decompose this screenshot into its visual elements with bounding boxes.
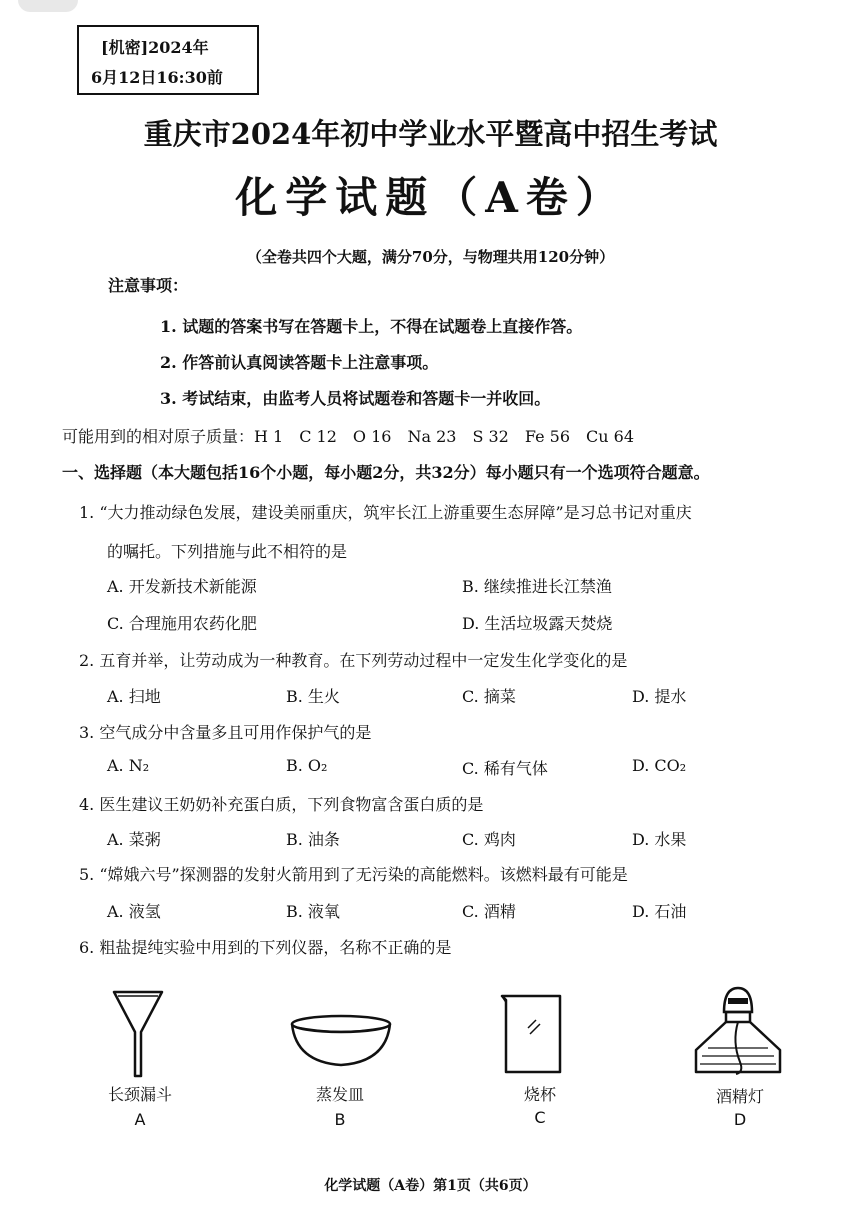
confidential-box — [77, 25, 259, 95]
paper-title: 化学试题（A卷） — [235, 173, 626, 222]
alcohol-lamp-icon — [688, 982, 788, 1082]
question-4-option-a: A. 菜粥 — [107, 830, 161, 849]
paper-subtitle: （全卷共四个大题，满分70分，与物理共用120分钟） — [246, 248, 615, 266]
question-1-option-c: C. 合理施用农药化肥 — [107, 614, 257, 633]
confidential-line-2: 6月12日16:30前 — [91, 68, 223, 87]
notice-heading: 注意事项： — [108, 276, 189, 295]
evaporating-dish-icon — [286, 1012, 396, 1070]
notice-item: 2. 作答前认真阅读答题卡上注意事项。 — [160, 353, 439, 372]
question-3-option-c: C. 稀有气体 — [462, 759, 548, 778]
exam-title: 重庆市2024年初中学业水平暨高中招生考试 — [143, 117, 718, 151]
apparatus-letter-c: C — [534, 1108, 546, 1127]
question-1-option-b: B. 继续推进长江禁渔 — [462, 577, 612, 596]
apparatus-label-d: 酒精灯 — [715, 1087, 764, 1106]
apparatus-label-c: 烧杯 — [523, 1085, 556, 1104]
question-4-option-c: C. 鸡肉 — [462, 830, 516, 849]
apparatus-label-b: 蒸发皿 — [315, 1085, 364, 1104]
question-5-option-b: B. 液氧 — [286, 902, 340, 921]
question-5-option-c: C. 酒精 — [462, 902, 516, 921]
question-4-stem: 4. 医生建议王奶奶补充蛋白质，下列食物富含蛋白质的是 — [79, 795, 484, 814]
page-footer: 化学试题（A卷）第1页（共6页） — [324, 1178, 537, 1194]
relative-atomic-masses: 可能用到的相对原子质量：H 1 C 12 O 16 Na 23 S 32 Fe 56 Cu 64 — [62, 427, 634, 446]
beaker-icon — [498, 992, 568, 1076]
question-2-option-c: C. 摘菜 — [462, 687, 516, 706]
confidential-line-1: [机密]2024年 — [101, 38, 209, 57]
question-1-stem-cont: 的嘱托。下列措施与此不相符的是 — [107, 542, 348, 561]
apparatus-letter-a: A — [134, 1110, 146, 1129]
question-1-option-a: A. 开发新技术新能源 — [107, 577, 257, 596]
notice-item: 3. 考试结束，由监考人员将试题卷和答题卡一并收回。 — [160, 389, 551, 408]
question-4-option-d: D. 水果 — [632, 830, 687, 849]
question-1-option-d: D. 生活垃圾露天焚烧 — [462, 614, 613, 633]
apparatus-letter-d: D — [733, 1110, 747, 1129]
question-1-stem: 1. “大力推动绿色发展，建设美丽重庆，筑牢长江上游重要生态屏障”是习总书记对重庆 — [79, 503, 692, 522]
question-3-option-a: A. N₂ — [107, 756, 150, 775]
question-5-option-d: D. 石油 — [632, 902, 687, 921]
section-heading: 一、选择题（本大题包括16个小题，每小题2分，共32分）每小题只有一个选项符合题意。 — [62, 463, 710, 482]
question-4-option-b: B. 油条 — [286, 830, 340, 849]
question-6-stem: 6. 粗盐提纯实验中用到的下列仪器，名称不正确的是 — [79, 938, 452, 957]
apparatus-label-a: 长颈漏斗 — [107, 1085, 172, 1104]
scan-smudge — [18, 0, 78, 12]
question-2-option-b: B. 生火 — [286, 687, 340, 706]
question-5-option-a: A. 液氢 — [107, 902, 161, 921]
apparatus-letter-b: B — [334, 1110, 346, 1129]
question-3-option-b: B. O₂ — [286, 756, 328, 775]
question-2-option-a: A. 扫地 — [107, 687, 161, 706]
question-3-option-d: D. CO₂ — [632, 756, 687, 775]
question-5-stem: 5. “嫦娥六号”探测器的发射火箭用到了无污染的高能燃料。该燃料最有可能是 — [79, 865, 628, 884]
funnel-icon — [110, 988, 166, 1078]
question-3-stem: 3. 空气成分中含量多且可用作保护气的是 — [79, 723, 372, 742]
question-2-stem: 2. 五育并举，让劳动成为一种教育。在下列劳动过程中一定发生化学变化的是 — [79, 651, 628, 670]
question-2-option-d: D. 提水 — [632, 687, 687, 706]
notice-item: 1. 试题的答案书写在答题卡上，不得在试题卷上直接作答。 — [160, 317, 583, 336]
